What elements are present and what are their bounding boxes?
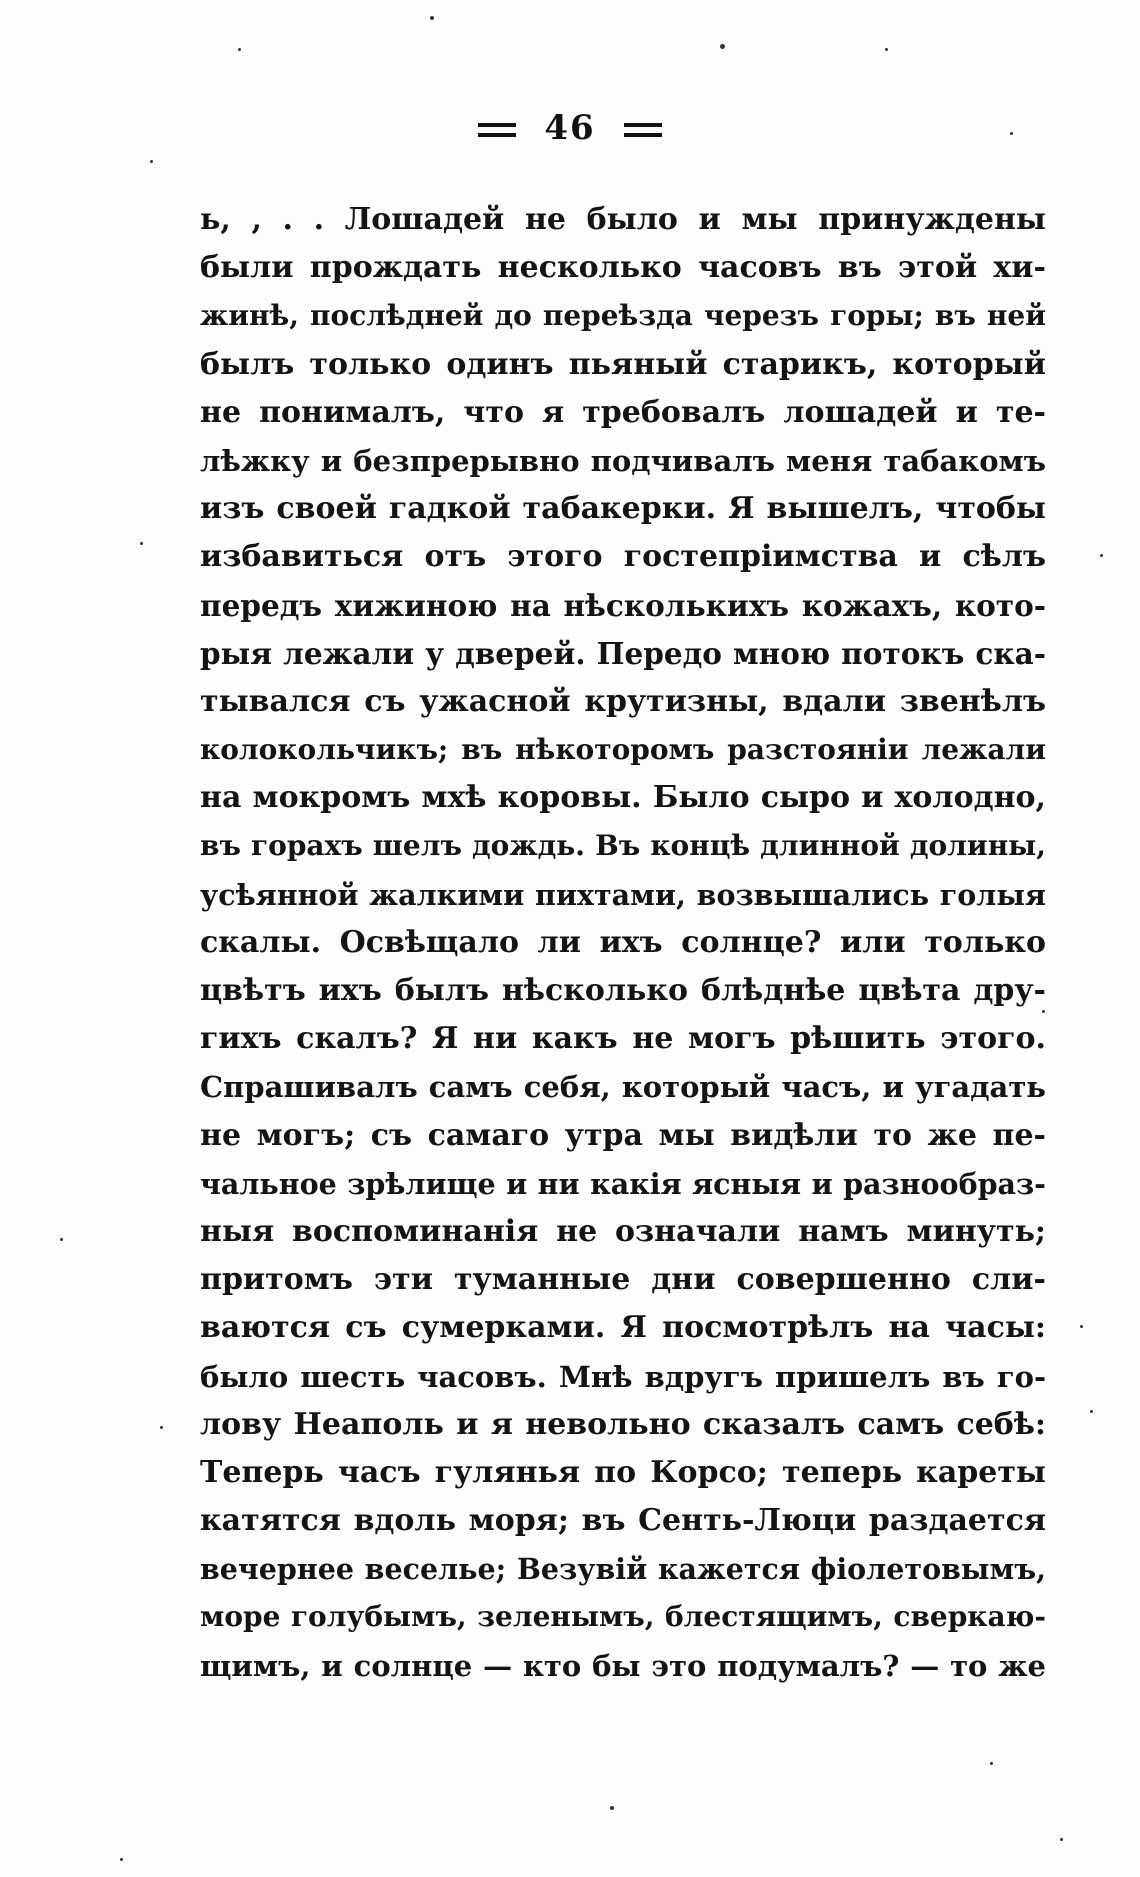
text-line: чальное зрѣлище и ни какія ясныя и разнообраз- xyxy=(200,1166,1046,1201)
text-line: не понималъ, что я требовалъ лошадей и те- xyxy=(200,394,1046,430)
folio-rule-right xyxy=(624,123,662,137)
scan-speck xyxy=(120,1858,123,1861)
text-line: изъ своей гадкой табакерки. Я вышелъ, чтобы xyxy=(200,491,1046,527)
text-line: вечернее веселье; Везувій кажется фіолетовымъ, xyxy=(200,1552,1046,1587)
text-line: рыя лежали у дверей. Передо мною потокъ ска- xyxy=(200,635,1046,671)
scan-speck xyxy=(610,1806,614,1810)
text-line: притомъ эти туманные дни совершенно сли- xyxy=(200,1262,1046,1298)
text-line: передъ хижиною на нѣсколькихъ кожахъ, кото- xyxy=(200,587,1046,623)
scan-speck xyxy=(1010,132,1013,135)
scan-speck xyxy=(160,1426,163,1429)
text-line: были прождать несколько часовъ въ этой хи- xyxy=(200,250,1046,286)
text-line: колокольчикъ; въ нѣкоторомъ разстояніи лежали xyxy=(200,733,1046,767)
scan-speck xyxy=(150,160,153,163)
scan-speck xyxy=(1060,1838,1063,1841)
scan-speck xyxy=(238,48,241,51)
text-line: усѣянной жалкими пихтами, возвышались голыя xyxy=(200,877,1046,912)
scan-speck xyxy=(885,48,888,51)
scan-speck xyxy=(1080,1325,1083,1328)
text-line: скалы. Освѣщало ли ихъ солнце? или только xyxy=(200,924,1046,960)
text-line: тывался съ ужасной крутизны, вдали звенѣлъ xyxy=(200,683,1046,719)
page-number-header xyxy=(0,108,1140,148)
page-number: 46 xyxy=(544,108,596,148)
text-line: избавиться отъ этого гостепріимства и сѣлъ xyxy=(200,539,1046,575)
text-line: ныя воспоминанія не означали намъ минуть; xyxy=(200,1213,1046,1249)
text-line: гихъ скалъ? Я ни какъ не могъ рѣшить этого. xyxy=(200,1021,1046,1057)
text-line: море голубымъ, зеленымъ, блестящимъ, сверкаю- xyxy=(200,1600,1046,1634)
text-line: жинѣ, послѣдней до переѣзда черезъ горы; въ ней xyxy=(200,299,1046,333)
scan-speck xyxy=(430,16,434,20)
text-line: въ горахъ шелъ дождь. Въ концѣ длинной долины, xyxy=(200,829,1046,863)
text-line: былъ только одинъ пьяный старикъ, который xyxy=(200,346,1046,382)
text-line: лову Неаполь и я невольно сказалъ самъ себѣ: xyxy=(200,1406,1046,1442)
text-line: Теперь часъ гулянья по Корсо; теперь кареты xyxy=(200,1454,1046,1490)
scan-speck xyxy=(1042,1010,1045,1013)
scan-speck xyxy=(1100,554,1103,557)
scan-speck xyxy=(990,1762,993,1765)
text-line: ь, , . . Лошадей не было и мы принуждены xyxy=(200,202,1046,237)
text-line: не могъ; съ самаго утра мы видѣли то же пе- xyxy=(200,1117,1046,1153)
text-line: на мокромъ мхѣ коровы. Было сыро и холодно, xyxy=(200,780,1046,816)
scan-speck xyxy=(60,1238,63,1241)
body-text xyxy=(200,196,1046,1690)
text-line: цвѣтъ ихъ былъ нѣсколько блѣднѣе цвѣта дру- xyxy=(200,973,1046,1008)
folio-rule-left xyxy=(478,123,516,137)
text-line: лѣжку и безпрерывно подчивалъ меня табакомъ xyxy=(200,443,1046,478)
text-line: было шесть часовъ. Мнѣ вдругъ пришелъ въ го- xyxy=(200,1359,1046,1394)
text-line: Спрашивалъ самъ себя, который часъ, и угадать xyxy=(200,1070,1046,1105)
scan-speck xyxy=(1090,1410,1093,1413)
text-line: щимъ, и солнце — кто бы это подумалъ? — то же xyxy=(200,1648,1046,1683)
scan-speck xyxy=(140,542,143,545)
text-line: катятся вдоль моря; въ Сенть-Люци раздается xyxy=(200,1503,1046,1539)
scan-speck xyxy=(720,44,725,49)
text-line: ваются съ сумерками. Я посмотрѣлъ на часы: xyxy=(200,1310,1046,1346)
